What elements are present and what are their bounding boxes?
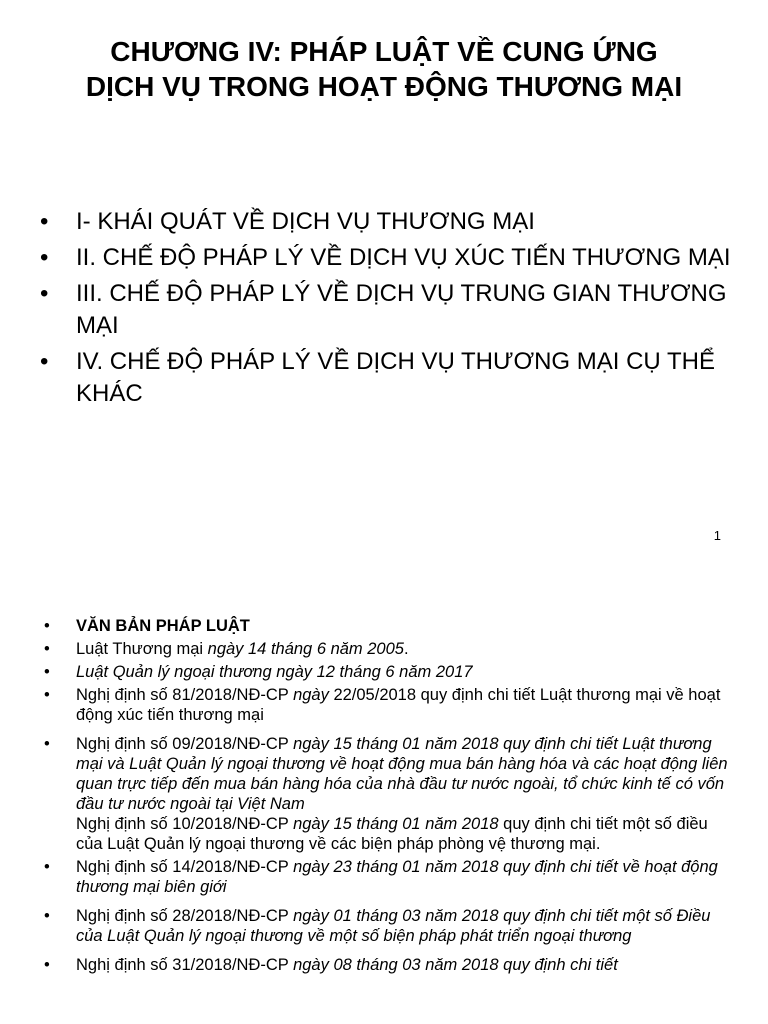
document-date: ngày 08 tháng 03 năm 2018 quy định chi tiết [293,956,618,974]
bullet-icon: • [44,686,50,704]
document-item [44,734,734,854]
document-item [44,685,734,725]
outline-item [40,242,740,274]
document-date: ngày 15 tháng 01 năm 2018 [293,815,499,833]
document-date: Luật Quản lý ngoại thương ngày 12 tháng 6 năm 2017 [76,663,473,681]
document-date: ngày 14 tháng 6 năm 2005 [207,640,404,658]
chapter-outline-list [40,206,740,414]
bullet-icon: • [40,208,49,235]
document-date: ngày 15 tháng 01 năm 2018 quy định chi tiết Luật thương mại và Luật Quản lý ngoại thương về hoạt động mua bán hàng hóa và các hoạt động liên quan trực tiếp đến mua bán hàng hóa của nhà đầu tư nước ngoài, tổ chức kinh tế có vốn đầu tư nước ngoài tại Việt Nam [76,735,728,813]
document-description: quy định chi tiết một số điều của Luật Quản lý ngoại thương về các biện pháp phòng vệ thương mại. [76,815,708,853]
document-item [44,857,734,897]
bullet-icon: • [44,640,50,658]
outline-item [40,206,740,238]
bullet-icon: • [44,663,50,681]
title-line-2: DỊCH VỤ TRONG HOẠT ĐỘNG THƯƠNG MẠI [85,71,683,102]
document-item [44,955,734,975]
document-item [44,639,734,659]
document-name: Nghị định số 10/2018/NĐ-CP [76,815,294,833]
page-number: 1 [713,528,721,543]
bullet-icon: • [44,735,50,753]
document-description: 22/05/2018 quy định chi tiết Luật thương mại về hoạt động xúc tiến thương mại [76,686,721,724]
document-name: Nghị định số 81/2018/NĐ-CP [76,686,294,704]
document-name: Nghị định số 28/2018/NĐ-CP [76,907,294,925]
bullet-icon: • [44,907,50,925]
document-item [44,662,734,682]
outline-item-text: I- KHÁI QUÁT VỀ DỊCH VỤ THƯƠNG MẠI [76,208,535,235]
outline-item-text: III. CHẾ ĐỘ PHÁP LÝ VỀ DỊCH VỤ TRUNG GIAN THƯƠNG MẠI [76,280,727,339]
legal-documents-heading [44,616,734,636]
document-name: Nghị định số 09/2018/NĐ-CP [76,735,294,753]
legal-documents-list [44,616,734,978]
bullet-icon: • [44,858,50,876]
document-date: ngày 23 tháng 01 năm 2018 quy định chi tiết về hoạt động thương mại biên giới [76,858,718,896]
bullet-icon: • [40,280,49,307]
outline-item [40,278,740,342]
slide-2 [0,560,768,1024]
title-line-1: CHƯƠNG IV: PHÁP LUẬT VỀ CUNG ỨNG [110,36,658,67]
bullet-icon: • [44,956,50,974]
heading-text: VĂN BẢN PHÁP LUẬT [76,617,250,635]
document-item [44,906,734,946]
document-date: ngày 01 tháng 03 năm 2018 quy định chi tiết một số Điều của Luật Quản lý ngoại thương về một số biện pháp phát triển ngoại thương [76,907,711,945]
document-name: Nghị định số 14/2018/NĐ-CP [76,858,294,876]
outline-item-text: II. CHẾ ĐỘ PHÁP LÝ VỀ DỊCH VỤ XÚC TIẾN THƯƠNG MẠI [76,244,731,271]
bullet-icon: • [40,348,49,375]
outline-item-text: IV. CHẾ ĐỘ PHÁP LÝ VỀ DỊCH VỤ THƯƠNG MẠI CỤ THỂ KHÁC [76,348,715,407]
document-name: Nghị định số 31/2018/NĐ-CP [76,956,294,974]
document-date: ngày [293,686,329,704]
outline-item [40,346,740,410]
document-name: Luật Thương mại [76,640,208,658]
page-title [40,34,728,104]
bullet-icon: • [40,244,49,271]
document-description: . [403,640,409,658]
bullet-icon: • [44,617,50,635]
